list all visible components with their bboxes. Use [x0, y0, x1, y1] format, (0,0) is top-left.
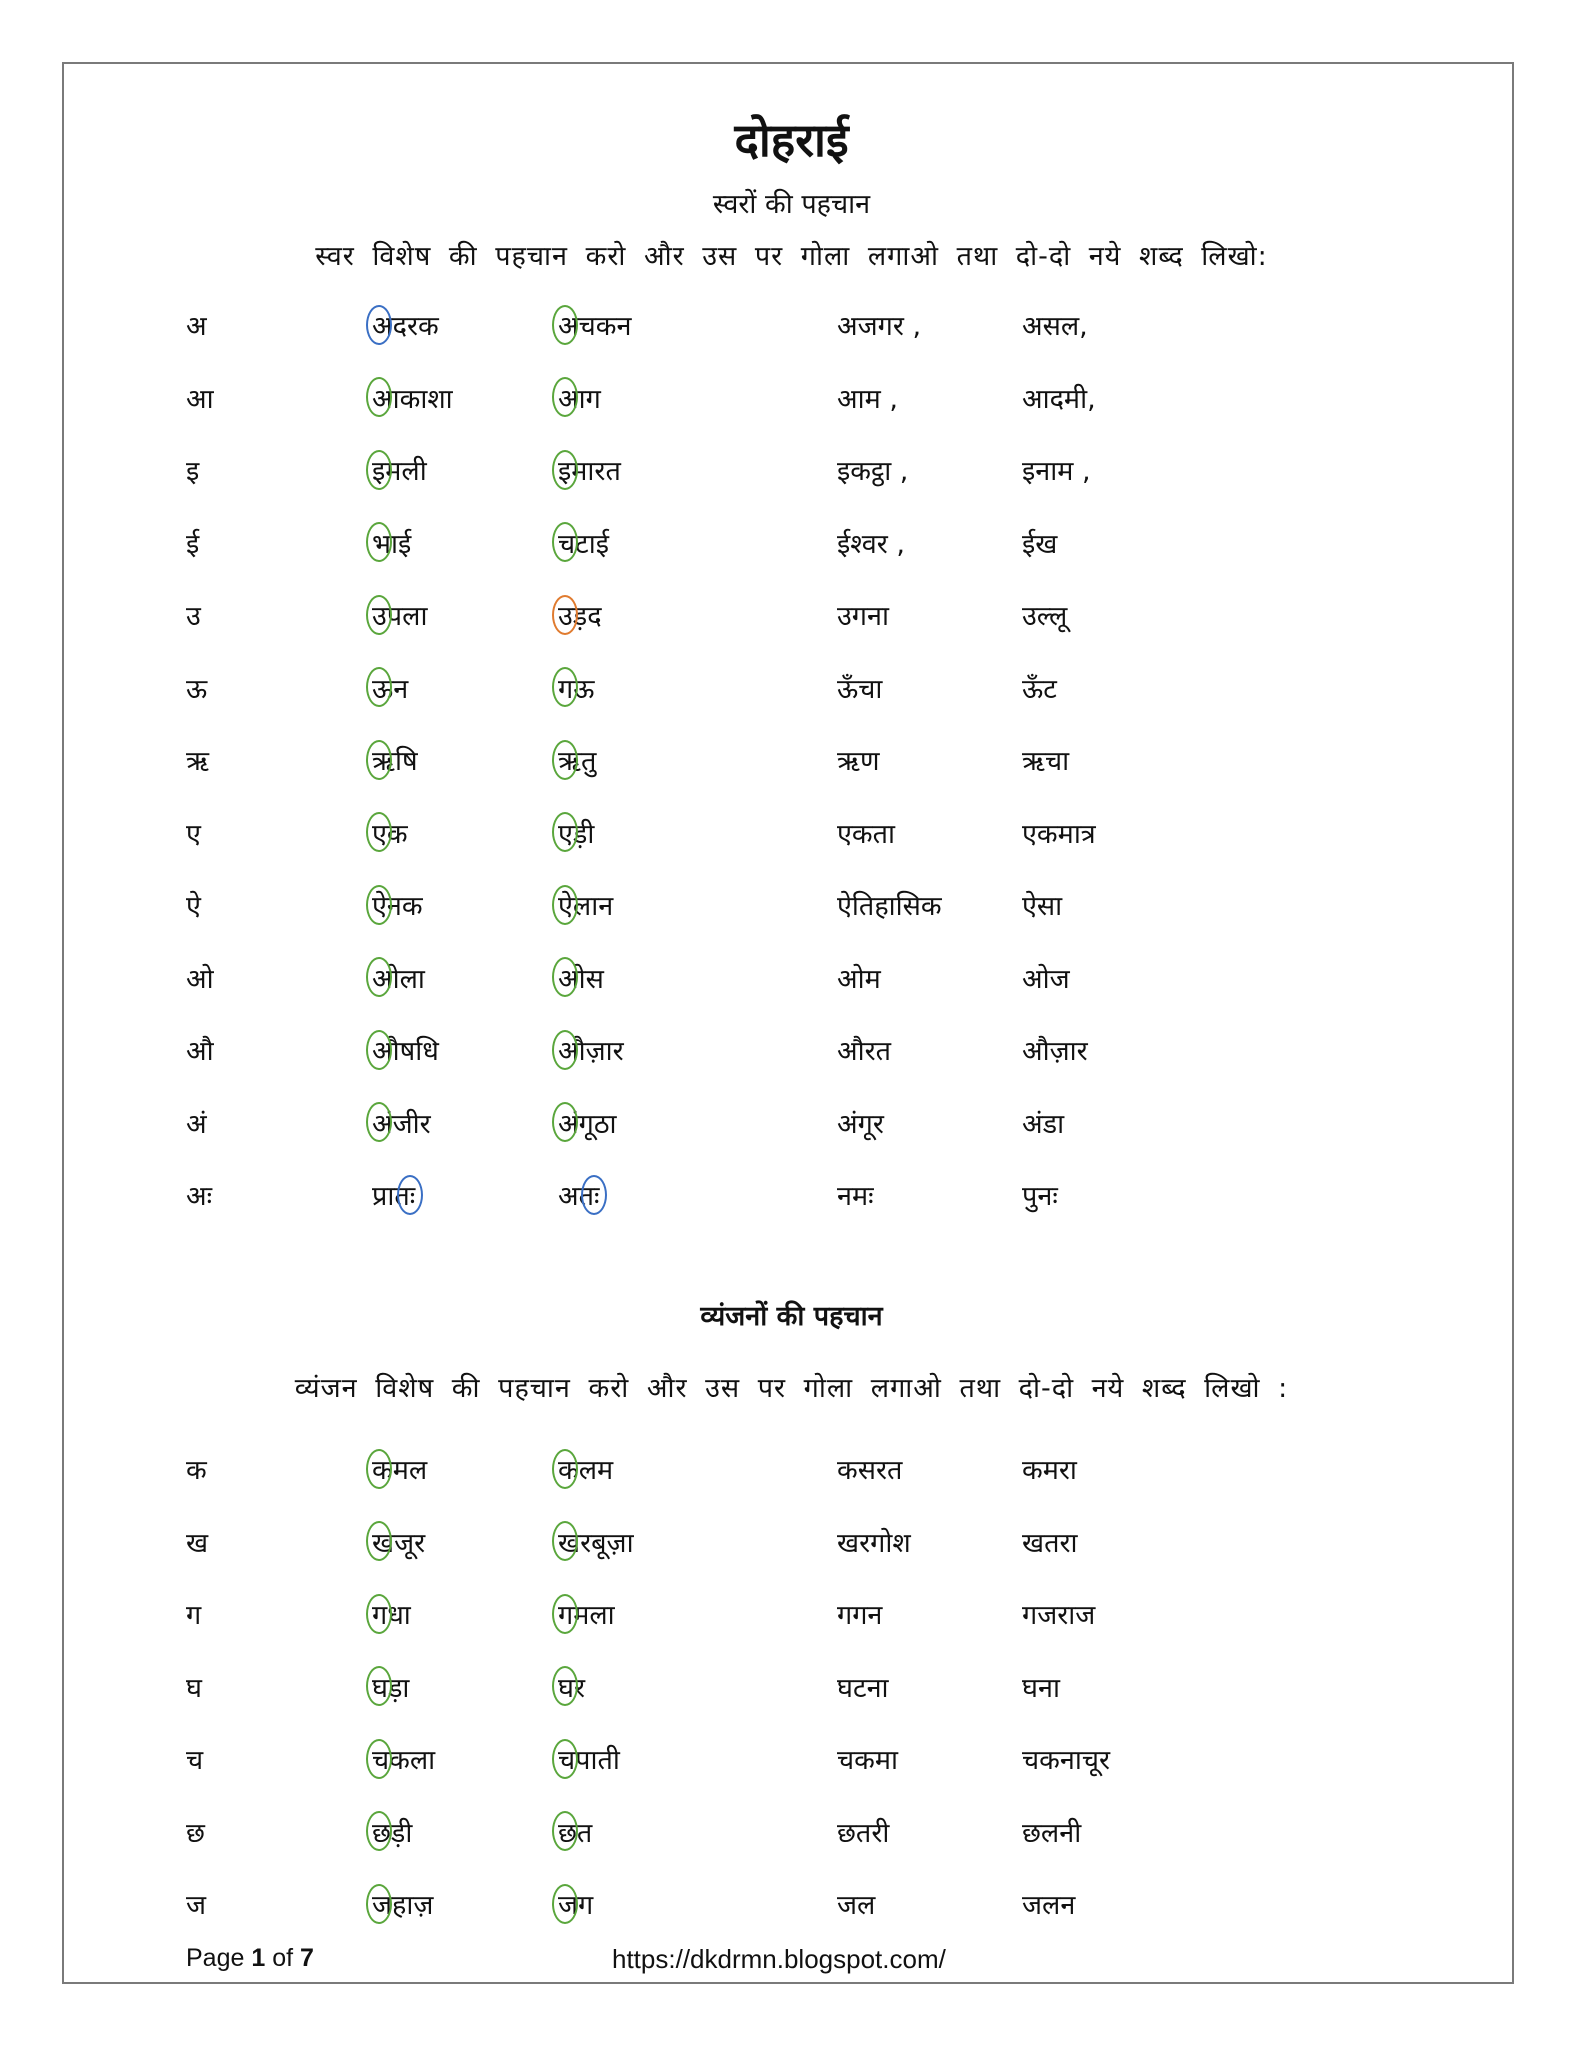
consonants-example-2: [558, 1668, 585, 1705]
vowels-row: [0, 814, 1583, 874]
vowels-example-2-text: ऐलान: [558, 891, 614, 922]
consonants-new-word-2-text: घना: [1022, 1672, 1060, 1704]
consonants-row: [0, 1740, 1583, 1800]
vowels-new-word-2-text: आदमी,: [1022, 383, 1096, 415]
consonants-new-word-2-text: जलन: [1022, 1890, 1076, 1921]
consonants-example-1-text: चकला: [372, 1745, 436, 1776]
consonants-row: [0, 1813, 1583, 1873]
vowels-letter: [186, 669, 207, 706]
vowels-new-word-2-text: औज़ार: [1022, 1036, 1088, 1067]
vowels-heading: स्वरों की पहचान: [712, 189, 871, 220]
vowels-new-word-2: [1022, 524, 1057, 561]
vowels-example-2: [558, 959, 604, 996]
page-current: 1: [251, 1944, 266, 1972]
vowels-new-word-1: [837, 741, 880, 778]
consonants-example-2: [558, 1740, 620, 1777]
consonants-example-2-text: कलम: [558, 1455, 614, 1486]
vowels-example-2-text: इमारत: [558, 456, 621, 487]
consonants-letter-text: ज: [186, 1890, 207, 1921]
consonants-letter-text: ग: [186, 1600, 202, 1631]
consonants-letter-text: ख: [186, 1527, 209, 1559]
vowels-new-word-1: [837, 306, 921, 343]
vowels-example-1-text: आकाशा: [372, 383, 453, 415]
consonants-example-1-text: जहाज़: [372, 1890, 434, 1921]
vowels-example-2: [558, 1104, 617, 1141]
vowels-new-word-2: [1022, 1031, 1088, 1068]
vowels-letter-text: इ: [186, 456, 200, 487]
vowels-example-1-text: प्रातः: [372, 1181, 416, 1212]
consonants-new-word-2: [1022, 1885, 1075, 1922]
vowels-example-2-text: औज़ार: [558, 1036, 624, 1067]
vowels-example-2: [558, 524, 609, 561]
vowels-new-word-1-text: ऐतिहासिक: [837, 891, 942, 922]
vowels-example-1: [372, 451, 427, 488]
consonants-row: [0, 1523, 1583, 1583]
consonants-letter-text: घ: [186, 1672, 202, 1704]
consonants-letter: [186, 1813, 205, 1850]
consonants-letter: [186, 1885, 206, 1922]
vowels-example-1-text: ऊन: [372, 673, 409, 705]
vowels-letter-text: ई: [186, 528, 200, 560]
vowels-letter-text: ऐ: [186, 891, 201, 922]
vowels-new-word-1-text: ईश्वर ,: [837, 528, 905, 560]
vowels-new-word-2-text: इनाम ,: [1022, 456, 1091, 487]
consonants-example-1: [372, 1523, 425, 1560]
vowels-new-word-2-text: उल्लू: [1022, 601, 1068, 632]
consonants-new-word-1: [837, 1523, 911, 1560]
consonants-example-2-text: गमला: [558, 1600, 615, 1631]
vowels-example-2: [558, 741, 596, 778]
vowels-letter: [186, 306, 207, 343]
consonants-letter: [186, 1595, 201, 1632]
vowels-example-1: [372, 524, 411, 561]
vowels-new-word-1: [837, 524, 905, 561]
consonants-new-word-2-text: खतरा: [1022, 1527, 1078, 1559]
consonants-new-word-1: [837, 1668, 889, 1705]
consonants-example-1: [372, 1595, 411, 1632]
consonants-new-word-1-text: जल: [837, 1890, 876, 1921]
vowels-new-word-1: [837, 814, 895, 851]
vowels-example-2-text: आग: [558, 383, 601, 415]
consonants-new-word-1-text: कसरत: [837, 1455, 903, 1486]
vowels-instruction: स्वर विशेष की पहचान करो और उस पर गोला लगाओ तथा दो-दो नये शब्द लिखो:: [315, 241, 1268, 272]
consonants-letter: [186, 1740, 203, 1777]
consonants-new-word-1: [837, 1813, 889, 1850]
vowels-example-1-text: भाई: [372, 528, 412, 560]
consonants-new-word-1-text: खरगोश: [837, 1527, 911, 1559]
consonants-letter: [186, 1450, 207, 1487]
consonants-new-word-2-text: चकनाचूर: [1022, 1745, 1111, 1776]
vowels-example-1: [372, 306, 439, 343]
vowels-row: [0, 741, 1583, 801]
consonants-example-2: [558, 1595, 615, 1632]
vowels-new-word-1-text: ऊँचा: [837, 673, 883, 705]
consonants-letter-text: क: [186, 1455, 207, 1486]
vowels-new-word-1: [837, 669, 882, 706]
vowels-new-word-2: [1022, 379, 1096, 416]
vowels-new-word-1-text: अजगर ,: [837, 311, 922, 342]
consonants-example-2: [558, 1885, 593, 1922]
consonants-example-1-text: खजूर: [372, 1527, 426, 1559]
vowels-example-1: [372, 1176, 415, 1213]
vowels-new-word-2: [1022, 886, 1062, 923]
vowels-new-word-1-text: औरत: [837, 1036, 892, 1067]
vowels-new-word-2: [1022, 669, 1057, 706]
vowels-new-word-2-text: ऋचा: [1022, 746, 1070, 777]
vowels-example-2-text: अंगूठा: [558, 1108, 617, 1140]
consonants-example-2-text: चपाती: [558, 1745, 620, 1776]
page-of: of: [272, 1944, 294, 1972]
vowels-row: [0, 886, 1583, 946]
consonants-row: [0, 1885, 1583, 1945]
vowels-new-word-1-text: ऋण: [837, 746, 880, 777]
consonants-example-2-text: घर: [558, 1672, 585, 1704]
vowels-new-word-2: [1022, 959, 1070, 996]
vowels-example-2-text: एड़ी: [558, 818, 595, 850]
consonants-new-word-1-text: चकमा: [837, 1745, 899, 1776]
vowels-new-word-1-text: एकता: [837, 818, 896, 850]
consonants-new-word-2-text: छलनी: [1022, 1817, 1082, 1849]
page-total: 7: [300, 1944, 314, 1972]
vowels-example-1: [372, 814, 408, 851]
consonants-row: [0, 1668, 1583, 1728]
vowels-example-1-text: उपला: [372, 601, 428, 632]
vowels-example-1: [372, 596, 427, 633]
vowels-example-2: [558, 886, 613, 923]
vowels-example-1: [372, 959, 425, 996]
vowels-example-1: [372, 1104, 431, 1141]
vowels-new-word-2-text: ऊँट: [1022, 673, 1057, 705]
vowels-new-word-2-text: ओज: [1022, 963, 1070, 995]
vowels-new-word-2: [1022, 814, 1096, 851]
consonants-example-1: [372, 1450, 427, 1487]
consonants-example-2: [558, 1450, 613, 1487]
vowels-example-2: [558, 379, 601, 416]
vowels-example-1: [372, 669, 408, 706]
vowels-row: [0, 451, 1583, 511]
consonants-heading: व्यंजनों की पहचान: [700, 1301, 883, 1332]
vowels-new-word-2-text: ईख: [1022, 528, 1058, 560]
consonants-new-word-2-text: कमरा: [1022, 1455, 1077, 1486]
vowels-row: [0, 524, 1583, 584]
vowels-example-2: [558, 669, 594, 706]
vowels-letter-text: ऊ: [186, 673, 208, 705]
vowels-row: [0, 306, 1583, 366]
consonants-new-word-1-text: गगन: [837, 1600, 883, 1631]
vowels-example-1: [372, 741, 418, 778]
consonants-example-2-text: खरबूज़ा: [558, 1527, 634, 1559]
vowels-example-1: [372, 379, 453, 416]
vowels-new-word-1: [837, 959, 881, 996]
vowels-example-2: [558, 596, 602, 633]
vowels-new-word-1-text: अंगूर: [837, 1108, 884, 1140]
vowels-example-2: [558, 1176, 599, 1213]
vowels-example-2-text: गऊ: [558, 673, 595, 705]
vowels-letter: [186, 741, 209, 778]
vowels-new-word-1-text: ओम: [837, 963, 881, 995]
consonants-new-word-2: [1022, 1523, 1078, 1560]
vowels-new-word-1: [837, 451, 908, 488]
consonants-new-word-2: [1022, 1450, 1077, 1487]
vowels-letter-text: ए: [186, 818, 201, 850]
vowels-example-1-text: ऐनक: [372, 891, 423, 922]
consonants-letter: [186, 1523, 208, 1560]
vowels-example-2: [558, 814, 594, 851]
consonants-example-2-text: छत: [558, 1817, 593, 1849]
vowels-letter: [186, 451, 199, 488]
consonants-new-word-1-text: घटना: [837, 1672, 889, 1704]
vowels-new-word-2: [1022, 596, 1067, 633]
vowels-letter: [186, 1104, 207, 1141]
vowels-new-word-2-text: पुनः: [1022, 1181, 1058, 1212]
consonants-row: [0, 1595, 1583, 1655]
consonants-example-1: [372, 1885, 433, 1922]
vowels-new-word-1-text: आम ,: [837, 383, 898, 415]
consonants-new-word-2: [1022, 1668, 1060, 1705]
consonants-example-1-text: कमल: [372, 1455, 428, 1486]
vowels-letter: [186, 524, 199, 561]
consonants-letter: [186, 1668, 202, 1705]
consonants-example-1-text: घड़ा: [372, 1672, 410, 1704]
vowels-new-word-2-text: असल,: [1022, 311, 1088, 342]
vowels-letter: [186, 596, 201, 633]
consonants-example-2: [558, 1813, 592, 1850]
vowels-example-2-text: चटाई: [558, 528, 610, 560]
vowels-new-word-2: [1022, 1104, 1064, 1141]
consonants-example-2: [558, 1523, 634, 1560]
vowels-new-word-1: [837, 886, 942, 923]
consonants-example-1-text: गधा: [372, 1600, 411, 1631]
vowels-row: [0, 1176, 1583, 1236]
vowels-letter-text: ऋ: [186, 746, 210, 777]
consonants-example-1-text: छड़ी: [372, 1817, 413, 1849]
vowels-example-2-text: ऋतु: [558, 746, 597, 777]
vowels-letter-text: अः: [186, 1181, 213, 1212]
vowels-letter: [186, 886, 201, 923]
vowels-letter-text: अं: [186, 1108, 207, 1140]
vowels-example-2-text: अचकन: [558, 311, 632, 342]
vowels-letter: [186, 1176, 212, 1213]
footer-url: https://dkdrmn.blogspot.com/: [612, 1944, 946, 1974]
vowels-new-word-2-text: अंडा: [1022, 1108, 1065, 1140]
vowels-example-1-text: अंजीर: [372, 1108, 431, 1140]
vowels-row: [0, 596, 1583, 656]
vowels-letter-text: ओ: [186, 963, 214, 995]
vowels-new-word-1-text: इकट्ठा ,: [837, 456, 909, 487]
vowels-letter-text: आ: [186, 383, 214, 415]
consonants-new-word-2: [1022, 1740, 1110, 1777]
vowels-letter: [186, 814, 201, 851]
vowels-letter: [186, 379, 214, 416]
vowels-example-1-text: ऋषि: [372, 746, 418, 777]
vowels-new-word-1-text: नमः: [837, 1181, 874, 1212]
vowels-new-word-1-text: उगना: [837, 601, 889, 632]
vowels-letter-text: अ: [186, 311, 207, 342]
consonants-new-word-1: [837, 1450, 902, 1487]
vowels-new-word-1: [837, 1176, 874, 1213]
vowels-new-word-1: [837, 1031, 891, 1068]
vowels-new-word-2: [1022, 451, 1091, 488]
consonants-example-2-text: जग: [558, 1890, 594, 1921]
vowels-letter-text: उ: [186, 601, 201, 632]
vowels-example-1: [372, 1031, 439, 1068]
vowels-example-2: [558, 451, 621, 488]
vowels-letter-text: औ: [186, 1036, 214, 1067]
consonants-example-1: [372, 1668, 409, 1705]
vowels-new-word-1: [837, 379, 898, 416]
page-title: दोहराई: [734, 113, 849, 167]
consonants-new-word-1-text: छतरी: [837, 1817, 890, 1849]
page-prefix: Page: [186, 1944, 245, 1972]
vowels-example-1-text: अदरक: [372, 311, 439, 342]
vowels-example-1-text: ओला: [372, 963, 425, 995]
vowels-example-2-text: उड़द: [558, 601, 602, 632]
vowels-row: [0, 1031, 1583, 1091]
vowels-row: [0, 959, 1583, 1019]
consonants-letter-text: च: [186, 1745, 204, 1776]
vowels-new-word-1: [837, 596, 889, 633]
vowels-example-2-text: ओस: [558, 963, 604, 995]
vowels-example-1-text: इमली: [372, 456, 427, 487]
vowels-example-2: [558, 1031, 624, 1068]
consonants-instruction: व्यंजन विशेष की पहचान करो और उस पर गोला लगाओ तथा दो-दो नये शब्द लिखो :: [294, 1373, 1289, 1404]
consonants-example-1: [372, 1740, 435, 1777]
vowels-example-1: [372, 886, 423, 923]
consonants-letter-text: छ: [186, 1817, 205, 1849]
consonants-new-word-2: [1022, 1595, 1095, 1632]
vowels-example-2: [558, 306, 632, 343]
consonants-row: [0, 1450, 1583, 1510]
vowels-new-word-2: [1022, 1176, 1058, 1213]
consonants-new-word-2: [1022, 1813, 1081, 1850]
vowels-example-2-text: अतः: [558, 1181, 600, 1212]
vowels-example-1-text: एक: [372, 818, 408, 850]
vowels-row: [0, 669, 1583, 729]
consonants-example-1: [372, 1813, 412, 1850]
vowels-example-1-text: औषधि: [372, 1036, 439, 1067]
vowels-new-word-2: [1022, 741, 1069, 778]
page-number: [186, 1944, 314, 1973]
vowels-new-word-1: [837, 1104, 884, 1141]
vowels-new-word-2-text: एकमात्र: [1022, 818, 1096, 850]
vowels-new-word-2-text: ऐसा: [1022, 891, 1063, 922]
vowels-letter: [186, 1031, 214, 1068]
vowels-row: [0, 379, 1583, 439]
consonants-new-word-1: [837, 1740, 898, 1777]
consonants-new-word-2-text: गजराज: [1022, 1600, 1096, 1631]
consonants-new-word-1: [837, 1595, 882, 1632]
vowels-new-word-2: [1022, 306, 1088, 343]
vowels-row: [0, 1104, 1583, 1164]
consonants-new-word-1: [837, 1885, 875, 1922]
vowels-letter: [186, 959, 214, 996]
